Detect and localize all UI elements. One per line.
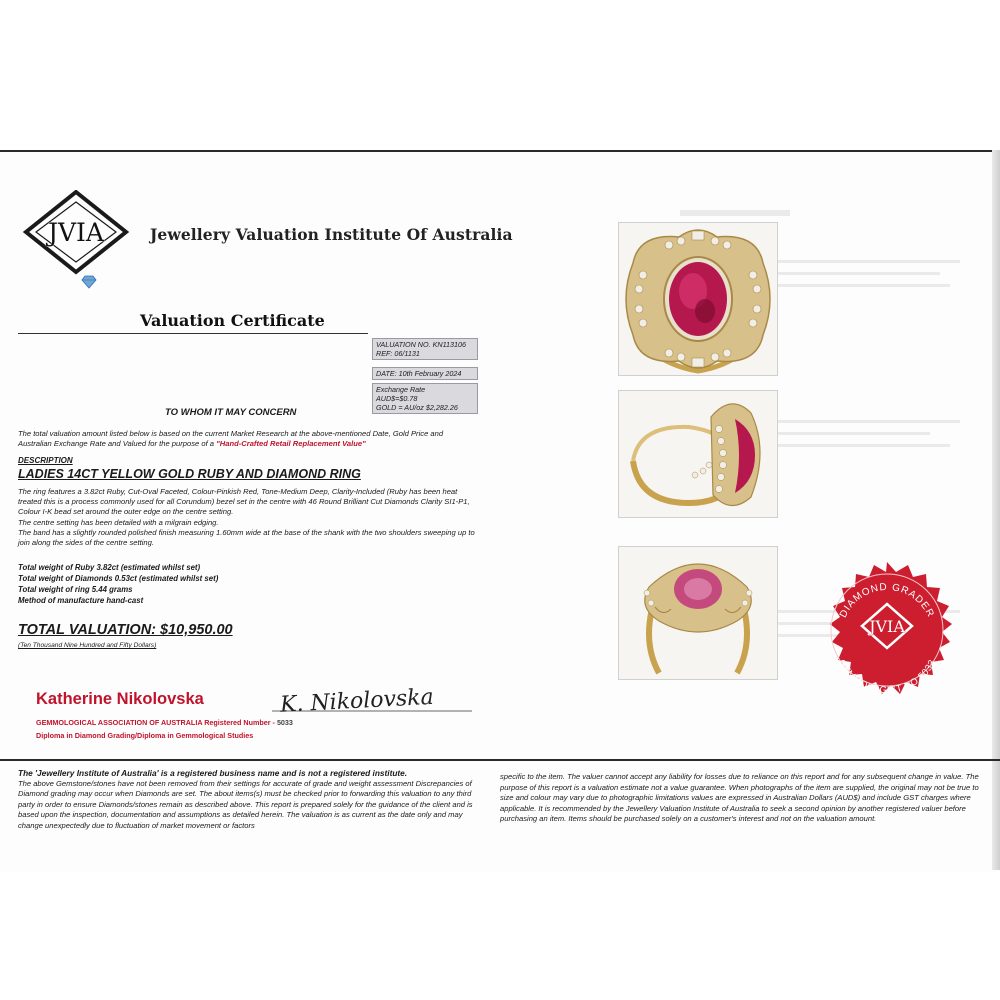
item-description [18,487,478,548]
diamond-grader-seal [812,560,962,715]
exchange-rate-box [372,383,478,414]
valuer-diploma: Diploma in Diamond Grading/Diploma in Gemmological Studies [36,731,254,740]
page-edge [992,150,1000,870]
valuer-signature [272,681,477,723]
reference-number: REF: 06/1131 [376,349,420,358]
ring-photo-front [618,222,778,376]
disclaimer-right: specific to the item. The valuer cannot accept any liability for losses due to reliance on this report and for any subsequent change in value. The purpose of this report is a valuation estimate not a value guarantee. When photographs of the item are supplied, the original may not be true to size and colour may vary due to photographic limitations values are expressed in Australian Dollars (AUD$) and include GST charges where applicable. It is recommended by the Jewellery Valuation Institute of Australia to seek a second opinion by another registered valuer before purchasing an item. Items should be purchased solely on a customer's interest and not on the valuation amount. [500,772,979,823]
association-text: GEMMOLOGICAL ASSOCIATION OF AUSTRALIA Registered Number - [36,718,275,727]
exchange-rate-label: Exchange Rate [376,385,426,394]
weight-line: Total weight of Diamonds 0.53ct (estimated whilst set) [18,574,219,583]
disclaimer-lead: The 'Jewellery Institute of Australia' is a registered business name and is not a registered institute. [18,768,408,778]
valuation-number-box [372,338,478,360]
svg-text:DIAMOND GRADER: DIAMOND GRADER [837,581,937,620]
date-box [372,367,478,380]
aud-rate: AUD$=$0.78 [376,394,418,403]
registration-number: 5033 [276,718,293,727]
total-valuation: TOTAL VALUATION: $10,950.00 [18,622,233,638]
svg-text:GEMMOLOGIST NO 5033: GEMMOLOGIST NO 5033 [835,657,939,697]
weights-list [18,562,218,606]
description-heading: DESCRIPTION [18,456,73,465]
salutation: TO WHOM IT MAY CONCERN [165,407,297,418]
footer-separator [0,759,1000,761]
jvia-logo [22,190,130,295]
ring-photo-side [618,390,778,518]
weight-line: Total weight of ring 5.44 grams [18,585,133,594]
description-paragraph: The ring features a 3.82ct Ruby, Cut-Oval Faceted, Colour-Pinkish Red, Tone-Medium Deep, Clarity-Included (Ruby has been heat treated this is a process commonly used for all Corundum) bezel set in the centre with 46 Round Brilliant Cut Diamonds Clarity SI1-P1, Colour I-K bead set around the outer edge on the centre setting. [18,487,470,517]
weight-line: Total weight of Ruby 3.82ct (estimated whilst set) [18,563,201,572]
gold-rate: GOLD = AU/oz $2,282.26 [376,403,458,412]
valuation-date: DATE: 10th February 2024 [376,369,462,378]
valuer-name: Katherine Nikolovska [36,690,204,708]
title-rule [18,333,368,334]
valuation-number: VALUATION NO. KN113106 [376,340,467,349]
weight-line: Method of manufacture hand-cast [18,596,144,605]
svg-text:JVIA: JVIA [47,218,105,247]
svg-text:JVIA: JVIA [869,617,905,636]
item-title: LADIES 14CT YELLOW GOLD RUBY AND DIAMOND RING [18,467,361,481]
total-valuation-words: (Ten Thousand Nine Hundred and Fifty Dollars) [18,642,157,649]
description-paragraph: The band has a slightly rounded polished finish measuring 1.60mm wide at the base of the shank with the two shoulders sweeping up to join along the sides of the centre setting. [18,527,475,548]
intro-paragraph [18,429,478,449]
institute-name: Jewellery Valuation Institute Of Australia [150,225,513,244]
description-paragraph: The centre setting has been detailed with a milgrain edging. [18,517,219,527]
svg-text:K. Nikolovska: K. Nikolovska [279,684,435,718]
disclaimer-left-text: The above Gemstone/stones have not been removed from their settings for accurate of grade and weight assessment Discrepancies of Diamond grading may occur when Diamonds are set. The about items(s) must be checked prior to forwarding this valuation to any third party in order to ensure Diamonds/stones remain as described above. This report is prepared solely for the guidance of the client and is based upon the inspection, documentation and assumptions as detailed herein. The valuation is as current as the date only and may change unexpectedly due to fluctuation of market movement or factors [18,778,473,830]
intro-text: The total valuation amount listed below is based on the current Market Research at the above-mentioned Date, Gold Price and Australian Exchange Rate and Valued for the purpose of a [18,429,444,448]
certificate-title: Valuation Certificate [140,311,325,330]
ring-photo-underside [618,546,778,680]
gemmological-registration [36,718,293,727]
valuation-purpose: "Hand-Crafted Retail Replacement Value" [216,439,366,448]
disclaimer-left [18,768,480,831]
